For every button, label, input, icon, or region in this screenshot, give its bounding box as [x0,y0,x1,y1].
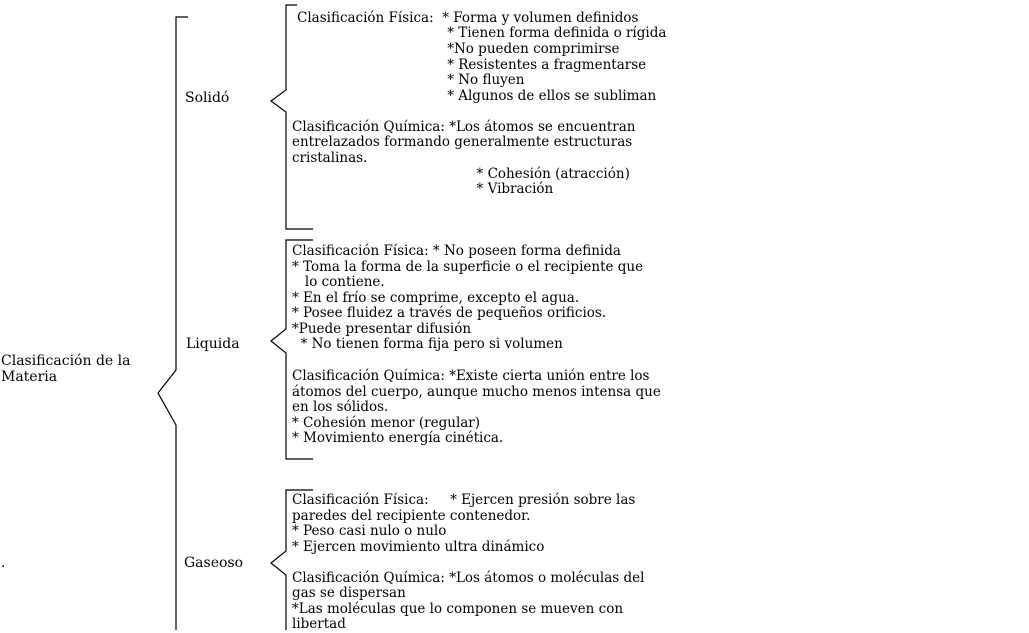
text-line: en los sólidos. [292,399,389,415]
text-line: Clasificación Química: *Los átomos o moléculas del [292,570,645,586]
main-brace [158,17,188,630]
text-line: * Cohesión menor (regular) [292,415,481,431]
root-label-line1: Clasificación de la [1,353,131,369]
text-line: entrelazados formando generalmente estructuras [292,134,633,150]
text-line: libertad [292,616,346,632]
liquid-label: Liquida [186,336,240,352]
text-line: Clasificación Física: * Ejercen presión sobre las [292,492,636,508]
text-line: Clasificación Química: *Los átomos se encuentran [292,119,636,135]
stray-mark: . [1,555,6,571]
text-line: * No tienen forma fija pero si volumen [292,336,563,352]
gas-label: Gaseoso [184,555,244,571]
text-line: Clasificación Física: * Forma y volumen definidos [297,10,639,26]
text-line: Clasificación Química: *Existe cierta unión entre los [292,368,650,384]
text-line: * Cohesión (atracción) [292,166,630,182]
text-line: * Tienen forma definida o rígida [297,25,667,41]
text-line: * Resistentes a fragmentarse [297,57,647,73]
root-label-line2: Materia [1,369,58,385]
text-line: *No pueden comprimirse [297,41,620,57]
text-line: * Algunos de ellos se subliman [297,88,657,104]
text-line: Clasificación Física: * No poseen forma definida [292,243,621,259]
text-line: gas se dispersan [292,585,406,601]
text-line: átomos del cuerpo, aunque mucho menos intensa que [292,384,661,400]
text-line: * No fluyen [297,72,525,88]
text-line: *Puede presentar difusión [292,321,472,337]
solid-label: Solidó [185,90,230,106]
text-line: paredes del recipiente contenedor. [292,508,531,524]
text-line: *Las moléculas que lo componen se mueven con [292,601,624,617]
text-line: * Ejercen movimiento ultra dinámico [292,539,545,555]
text-line: * Toma la forma de la superficie o el recipiente que [292,259,644,275]
text-line: * En el frío se comprime, excepto el agua. [292,290,580,306]
text-line: * Peso casi nulo o nulo [292,523,447,539]
text-line: * Posee fluidez a través de pequeños orificios. [292,305,607,321]
text-line: * Movimiento energía cinética. [292,430,504,446]
text-line: * Vibración [292,181,554,197]
text-line: lo contiene. [292,274,385,290]
text-line: cristalinas. [292,150,368,166]
